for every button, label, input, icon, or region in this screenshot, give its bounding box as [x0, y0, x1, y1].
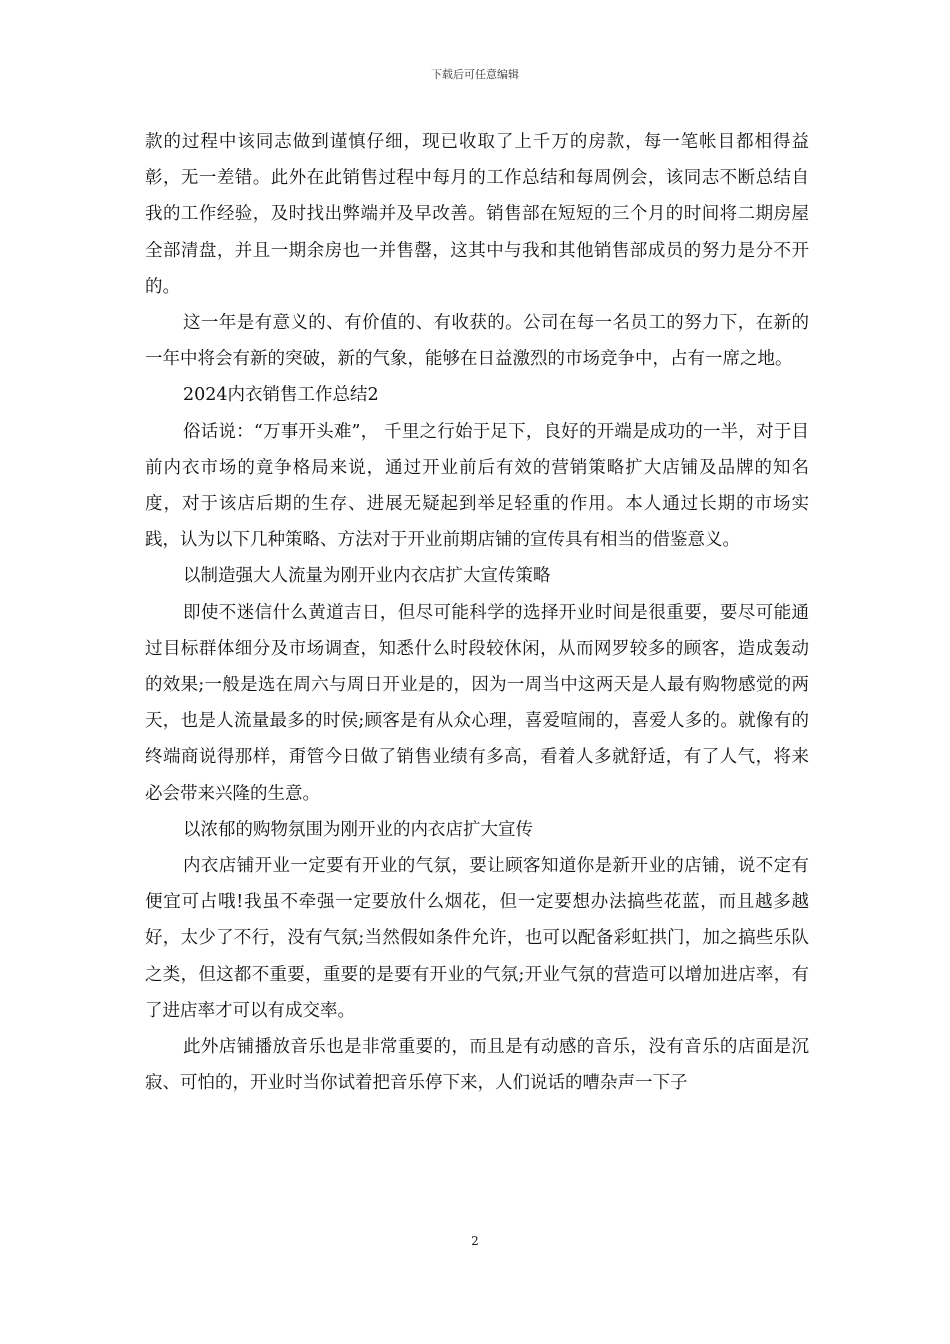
subheading-traffic-strategy: 以制造强大人流量为刚开业内衣店扩大宣传策略: [183, 566, 551, 587]
paragraph-opening-atmosphere: 内衣店铺开业一定要有开业的气氛，要让顾客知道你是新开业的店铺，说不定有便宜可占哦!我虽不牵强一定要放什么烟花，但一定要想办法搞些花蓝，而且越多越好，太少了不行，没有气氛;当然假如条件允许，也可以配备彩虹拱门，加之搞些乐队之类，但这都不重要，重要的是要有开业的气氛;开业气氛的营造可以增加进店率，有了进店率才可以有成交率。: [145, 856, 809, 1021]
section-heading-summary-2: 2024内衣销售工作总结2: [183, 385, 379, 406]
subheading-atmosphere: 以浓郁的购物氛围为刚开业的内衣店扩大宣传: [183, 819, 533, 840]
page-number: 2: [471, 1234, 479, 1248]
paragraph-music: 此外店铺播放音乐也是非常重要的，而且是有动感的音乐，没有音乐的店面是沉寂、可怕的，开业时当你试着把音乐停下来，人们说话的嘈杂声一下子: [145, 1037, 809, 1094]
document-body: [145, 124, 809, 1101]
paragraph-opening-time: 即使不迷信什么黄道吉日，但尽可能科学的选择开业时间是很重要，要尽可能通过目标群体细分及市场调查，知悉什么时段较休闲，从而网罗较多的顾客，造成轰动的效果;一般是选在周六与周日开业是的，因为一周当中这两天是人最有购物感觉的两天，也是人流量最多的时侯;顾客是有从众心理，喜爱喧闹的，喜爱人多的。就像有的终端商说得那样，甭管今日做了销售业绩有多高，看着人多就舒适，有了人气，将来必会带来兴隆的生意。: [145, 602, 809, 804]
paragraph-continued: 款的过程中该同志做到谨慎仔细，现已收取了上千万的房款，每一笔帐目都相得益彰，无一差错。此外在此销售过程中每月的工作总结和每周例会，该同志不断总结自我的工作经验，及时找出弊端并及早改善。销售部在短短的三个月的时间将二期房屋全部清盘，并且一期余房也一并售罄，这其中与我和其他销售部成员的努力是分不开的。: [145, 132, 809, 297]
page-header-note: 下载后可任意编辑: [431, 68, 519, 81]
paragraph-intro: 俗话说：“万事开头难”， 千里之行始于足下，良好的开端是成功的一半，对于目前内衣市场的竟争格局来说，通过开业前后有效的营销策略扩大店铺及品牌的知名度，对于该店后期的生存、进展无疑起到举足轻重的作用。本人通过长期的市场实践，认为以下几种策略、方法对于开业前期店铺的宣传具有相当的借鉴意义。: [145, 421, 809, 551]
paragraph-year-summary: 这一年是有意义的、有价值的、有收获的。公司在每一名员工的努力下，在新的一年中将会有新的突破，新的气象，能够在日益激烈的市场竞争中，占有一席之地。: [145, 313, 809, 370]
